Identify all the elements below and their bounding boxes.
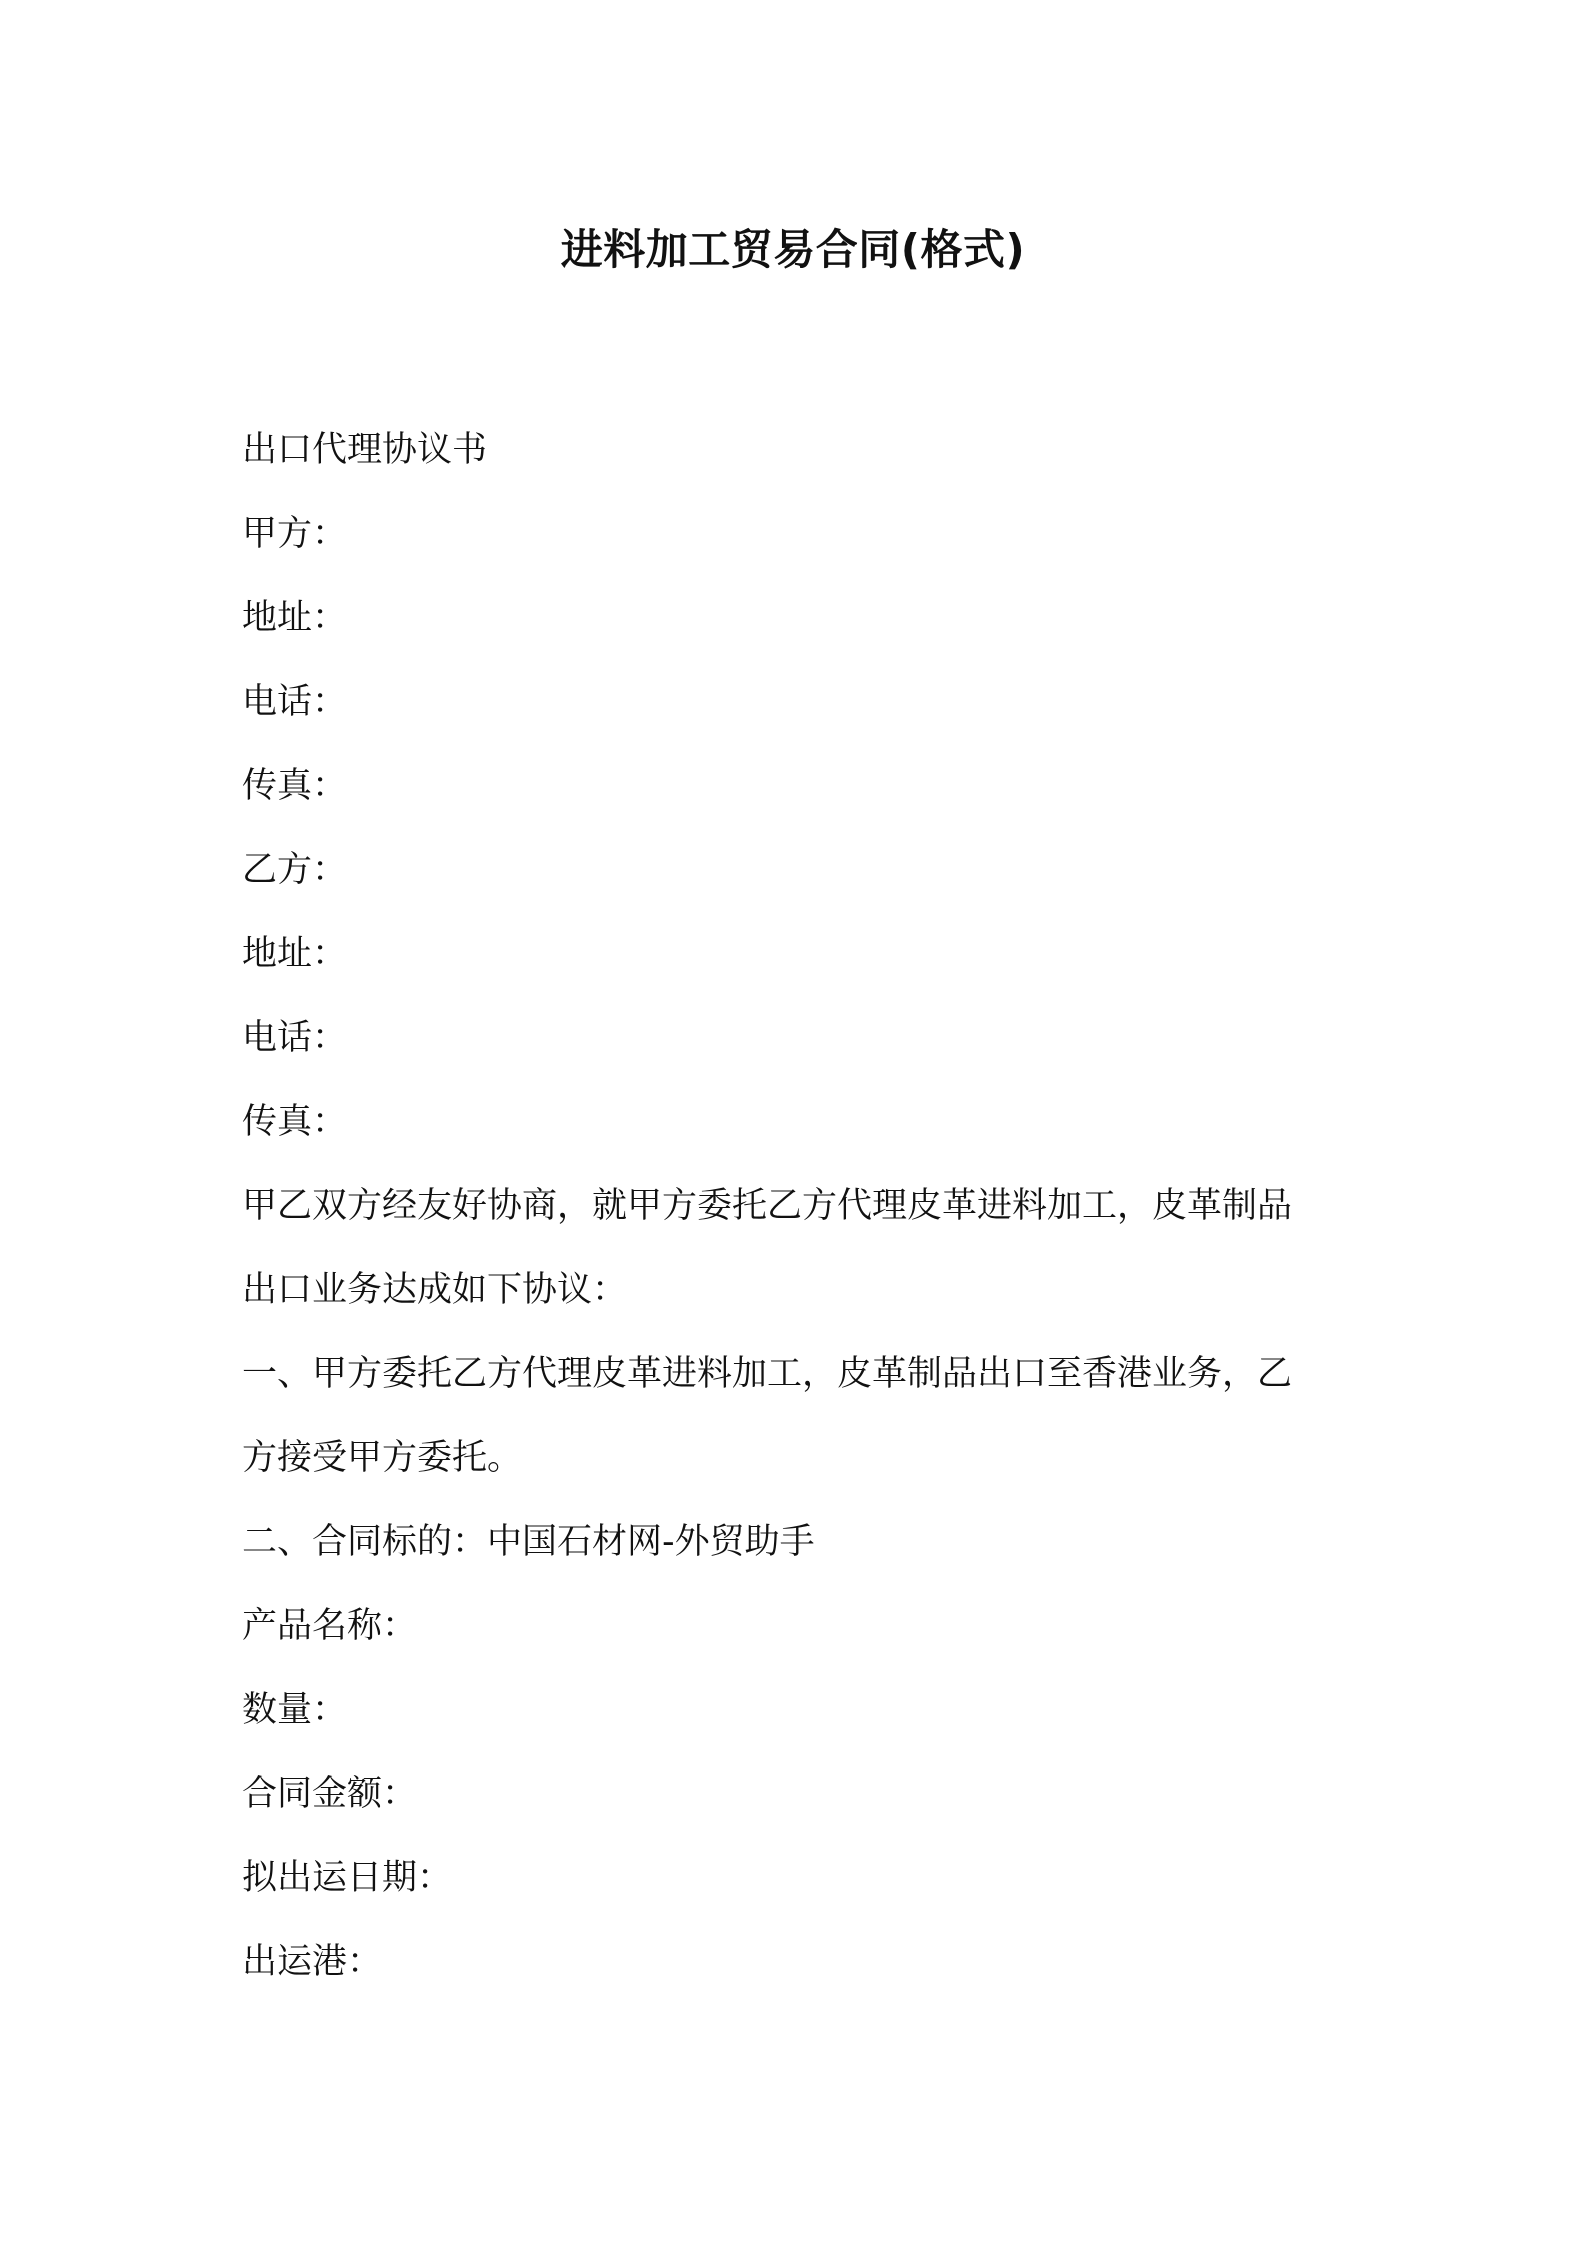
product-name-label: 产品名称： bbox=[242, 1606, 418, 1646]
party-a-label: 甲方： bbox=[242, 514, 348, 554]
party-a-phone-label: 电话： bbox=[242, 682, 348, 722]
party-a-fax-label: 传真： bbox=[242, 766, 348, 806]
document-body bbox=[242, 408, 1362, 2004]
party-b-fax-label: 传真： bbox=[242, 1102, 348, 1142]
party-b-label: 乙方： bbox=[242, 850, 348, 890]
clause-2-heading: 二、合同标的：中国石材网-外贸助手 bbox=[242, 1522, 815, 1562]
clause-1-line-2: 方接受甲方委托。 bbox=[242, 1438, 523, 1478]
agreement-heading: 出口代理协议书 bbox=[242, 430, 488, 470]
party-b-phone-label: 电话： bbox=[242, 1018, 348, 1058]
preamble-line-1: 甲乙双方经友好协商，就甲方委托乙方代理皮革进料加工，皮革制品 bbox=[242, 1186, 1293, 1226]
document-title: 进料加工贸易合同(格式) bbox=[560, 225, 1026, 274]
quantity-label: 数量： bbox=[242, 1690, 348, 1730]
port-of-shipment-label: 出运港： bbox=[242, 1942, 383, 1982]
clause-1-line-1: 一、甲方委托乙方代理皮革进料加工，皮革制品出口至香港业务，乙 bbox=[242, 1354, 1293, 1394]
party-b-address-label: 地址： bbox=[242, 934, 348, 974]
preamble-line-2: 出口业务达成如下协议： bbox=[242, 1270, 628, 1310]
planned-shipping-date-label: 拟出运日期： bbox=[242, 1858, 453, 1898]
contract-amount-label: 合同金额： bbox=[242, 1774, 418, 1814]
party-a-address-label: 地址： bbox=[242, 598, 348, 638]
